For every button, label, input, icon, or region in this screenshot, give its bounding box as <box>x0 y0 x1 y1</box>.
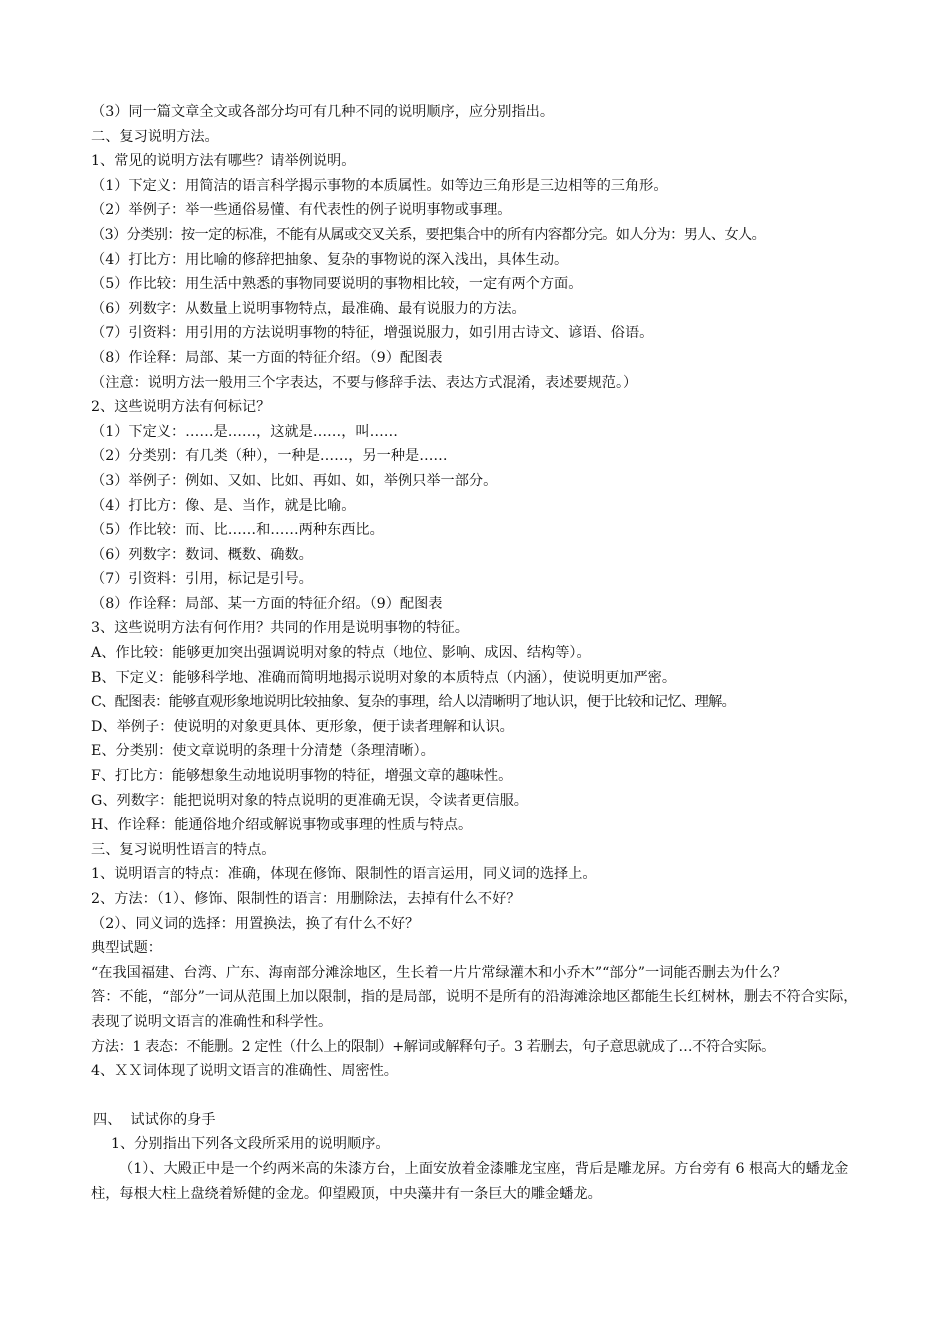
text-line: （5）作比较：用生活中熟悉的事物同要说明的事物相比较，一定有两个方面。 <box>91 276 583 293</box>
text-line: （2）、同义词的选择：用置换法，换了有什么不好？ <box>91 915 420 932</box>
text-line: C、配图表：能够直观形象地说明比较抽象、复杂的事理，给人以清晰明了地认识，便于比较和记忆、理解。 <box>91 694 736 711</box>
text-line: （7）引资料：引用，标记是引号。 <box>91 571 313 588</box>
text-line: （4）打比方：用比喻的修辞把抽象、复杂的事物说的深入浅出，具体生动。 <box>91 251 569 268</box>
text-line: B、下定义：能够科学地、准确而简明地揭示说明对象的本质特点（内涵），使说明更加严密。 <box>91 669 677 686</box>
blank-line <box>91 1084 866 1108</box>
text-line: 典型试题： <box>91 940 162 957</box>
text-line: G、列数字：能把说明对象的特点说明的更准确无误，令读者更信服。 <box>91 792 528 809</box>
text-line: （8）作诠释：局部、某一方面的特征介绍。（9）配图表 <box>91 349 443 366</box>
question-heading: 2、这些说明方法有何标记？ <box>91 399 271 416</box>
exercise-instruction: 1、分别指出下列各文段所采用的说明顺序。 <box>111 1136 390 1153</box>
example-question: “在我国福建、台湾、广东、海南部分滩涂地区，生长着一片片常绿灌木和小乔木”“部分”一词能否删去为什么？ <box>91 964 787 981</box>
text-line: （7）引资料：用引用的方法说明事物的特征，增强说服力，如引用古诗文、谚语、俗语。 <box>91 325 654 342</box>
text-line: E、分类别：使文章说明的条理十分清楚（条理清晰）。 <box>91 743 435 760</box>
example-answer: 答：不能，“部分”一词从范围上加以限制，指的是局部，说明不是所有的沿海滩涂地区都能生长红树林，删去不符合实际，表现了说明文语言的准确性和科学性。 <box>91 989 858 1030</box>
section-heading: 二、复习说明方法。 <box>91 128 219 145</box>
text-line: A、作比较：能够更加突出强调说明对象的特点（地位、影响、成因、结构等）。 <box>91 645 591 662</box>
text-line: （3）举例子：例如、又如、比如、再如、如，举例只举一部分。 <box>91 472 498 489</box>
exercise-paragraph <box>91 1157 866 1206</box>
note-line: （注意：说明方法一般用三个字表达，不要与修辞手法、表达方式混淆，表述要规范。） <box>91 374 638 391</box>
section-heading: 三、复习说明性语言的特点。 <box>91 841 276 858</box>
text-line: 4、ＸＸ词体现了说明文语言的准确性、周密性。 <box>91 1063 398 1080</box>
text-line: （2）分类别：有几类（种），一种是……，另一种是…… <box>91 448 448 465</box>
text-line: （3）分类别：按一定的标准，不能有从属或交叉关系，要把集合中的所有内容都分完。如人分为：男人、女人。 <box>91 226 766 243</box>
section-heading: 四、 试试你的身手 <box>93 1111 216 1128</box>
text-line: D、举例子：使说明的对象更具体、更形象，便于读者理解和认识。 <box>91 718 514 735</box>
question-heading: 1、常见的说明方法有哪些？请举例说明。 <box>91 153 356 170</box>
text-line: （4）打比方：像、是、当作，就是比喻。 <box>91 497 356 514</box>
text-line: （6）列数字：数词、概数、确数。 <box>91 546 313 563</box>
text-line: F、打比方：能够想象生动地说明事物的特征，增强文章的趣味性。 <box>91 768 513 785</box>
text-line: （5）作比较：而、比……和……两种东西比。 <box>91 522 384 539</box>
text-line: （8）作诠释：局部、某一方面的特征介绍。（9）配图表 <box>91 595 443 612</box>
text-line: H、作诠释：能通俗地介绍或解说事物或事理的性质与特点。 <box>91 817 473 834</box>
text-line: 1、说明语言的特点：准确，体现在修饰、限制性的语言运用，同义词的选择上。 <box>91 866 597 883</box>
text-line: 2、方法：（1）、修饰、限制性的语言：用删除法，去掉有什么不好？ <box>91 891 521 907</box>
document-page <box>91 100 866 1206</box>
text-line: （6）列数字：从数量上说明事物特点，最准确、最有说服力的方法。 <box>91 300 526 317</box>
question-heading: 3、这些说明方法有何作用？共同的作用是说明事物的特征。 <box>91 620 469 637</box>
exercise-paragraph-text: （1）、大殿正中是一个约两米高的朱漆方台，上面安放着金漆雕龙宝座，背后是雕龙屏。方台旁有 6 根高大的蟠龙金柱，每根大柱上盘绕着矫健的金龙。仰望殿顶，中央藻井有一条巨大的雕金蟠龙。 <box>91 1160 849 1202</box>
text-line: （1）下定义：用简洁的语言科学揭示事物的本质属性。如等边三角形是三边相等的三角形。 <box>91 177 668 194</box>
text-line: （3）同一篇文章全文或各部分均可有几种不同的说明顺序，应分别指出。 <box>91 104 555 120</box>
text-line: （1）下定义：……是……，这就是……，叫…… <box>91 423 398 440</box>
text-line: 方法：1 表态：不能删。2 定性（什么上的限制）+解词或解释句子。3 若删去，句子意思就成了…不符合实际。 <box>91 1038 775 1055</box>
text-line: （2）举例子：举一些通俗易懂、有代表性的例子说明事物或事理。 <box>91 202 512 219</box>
